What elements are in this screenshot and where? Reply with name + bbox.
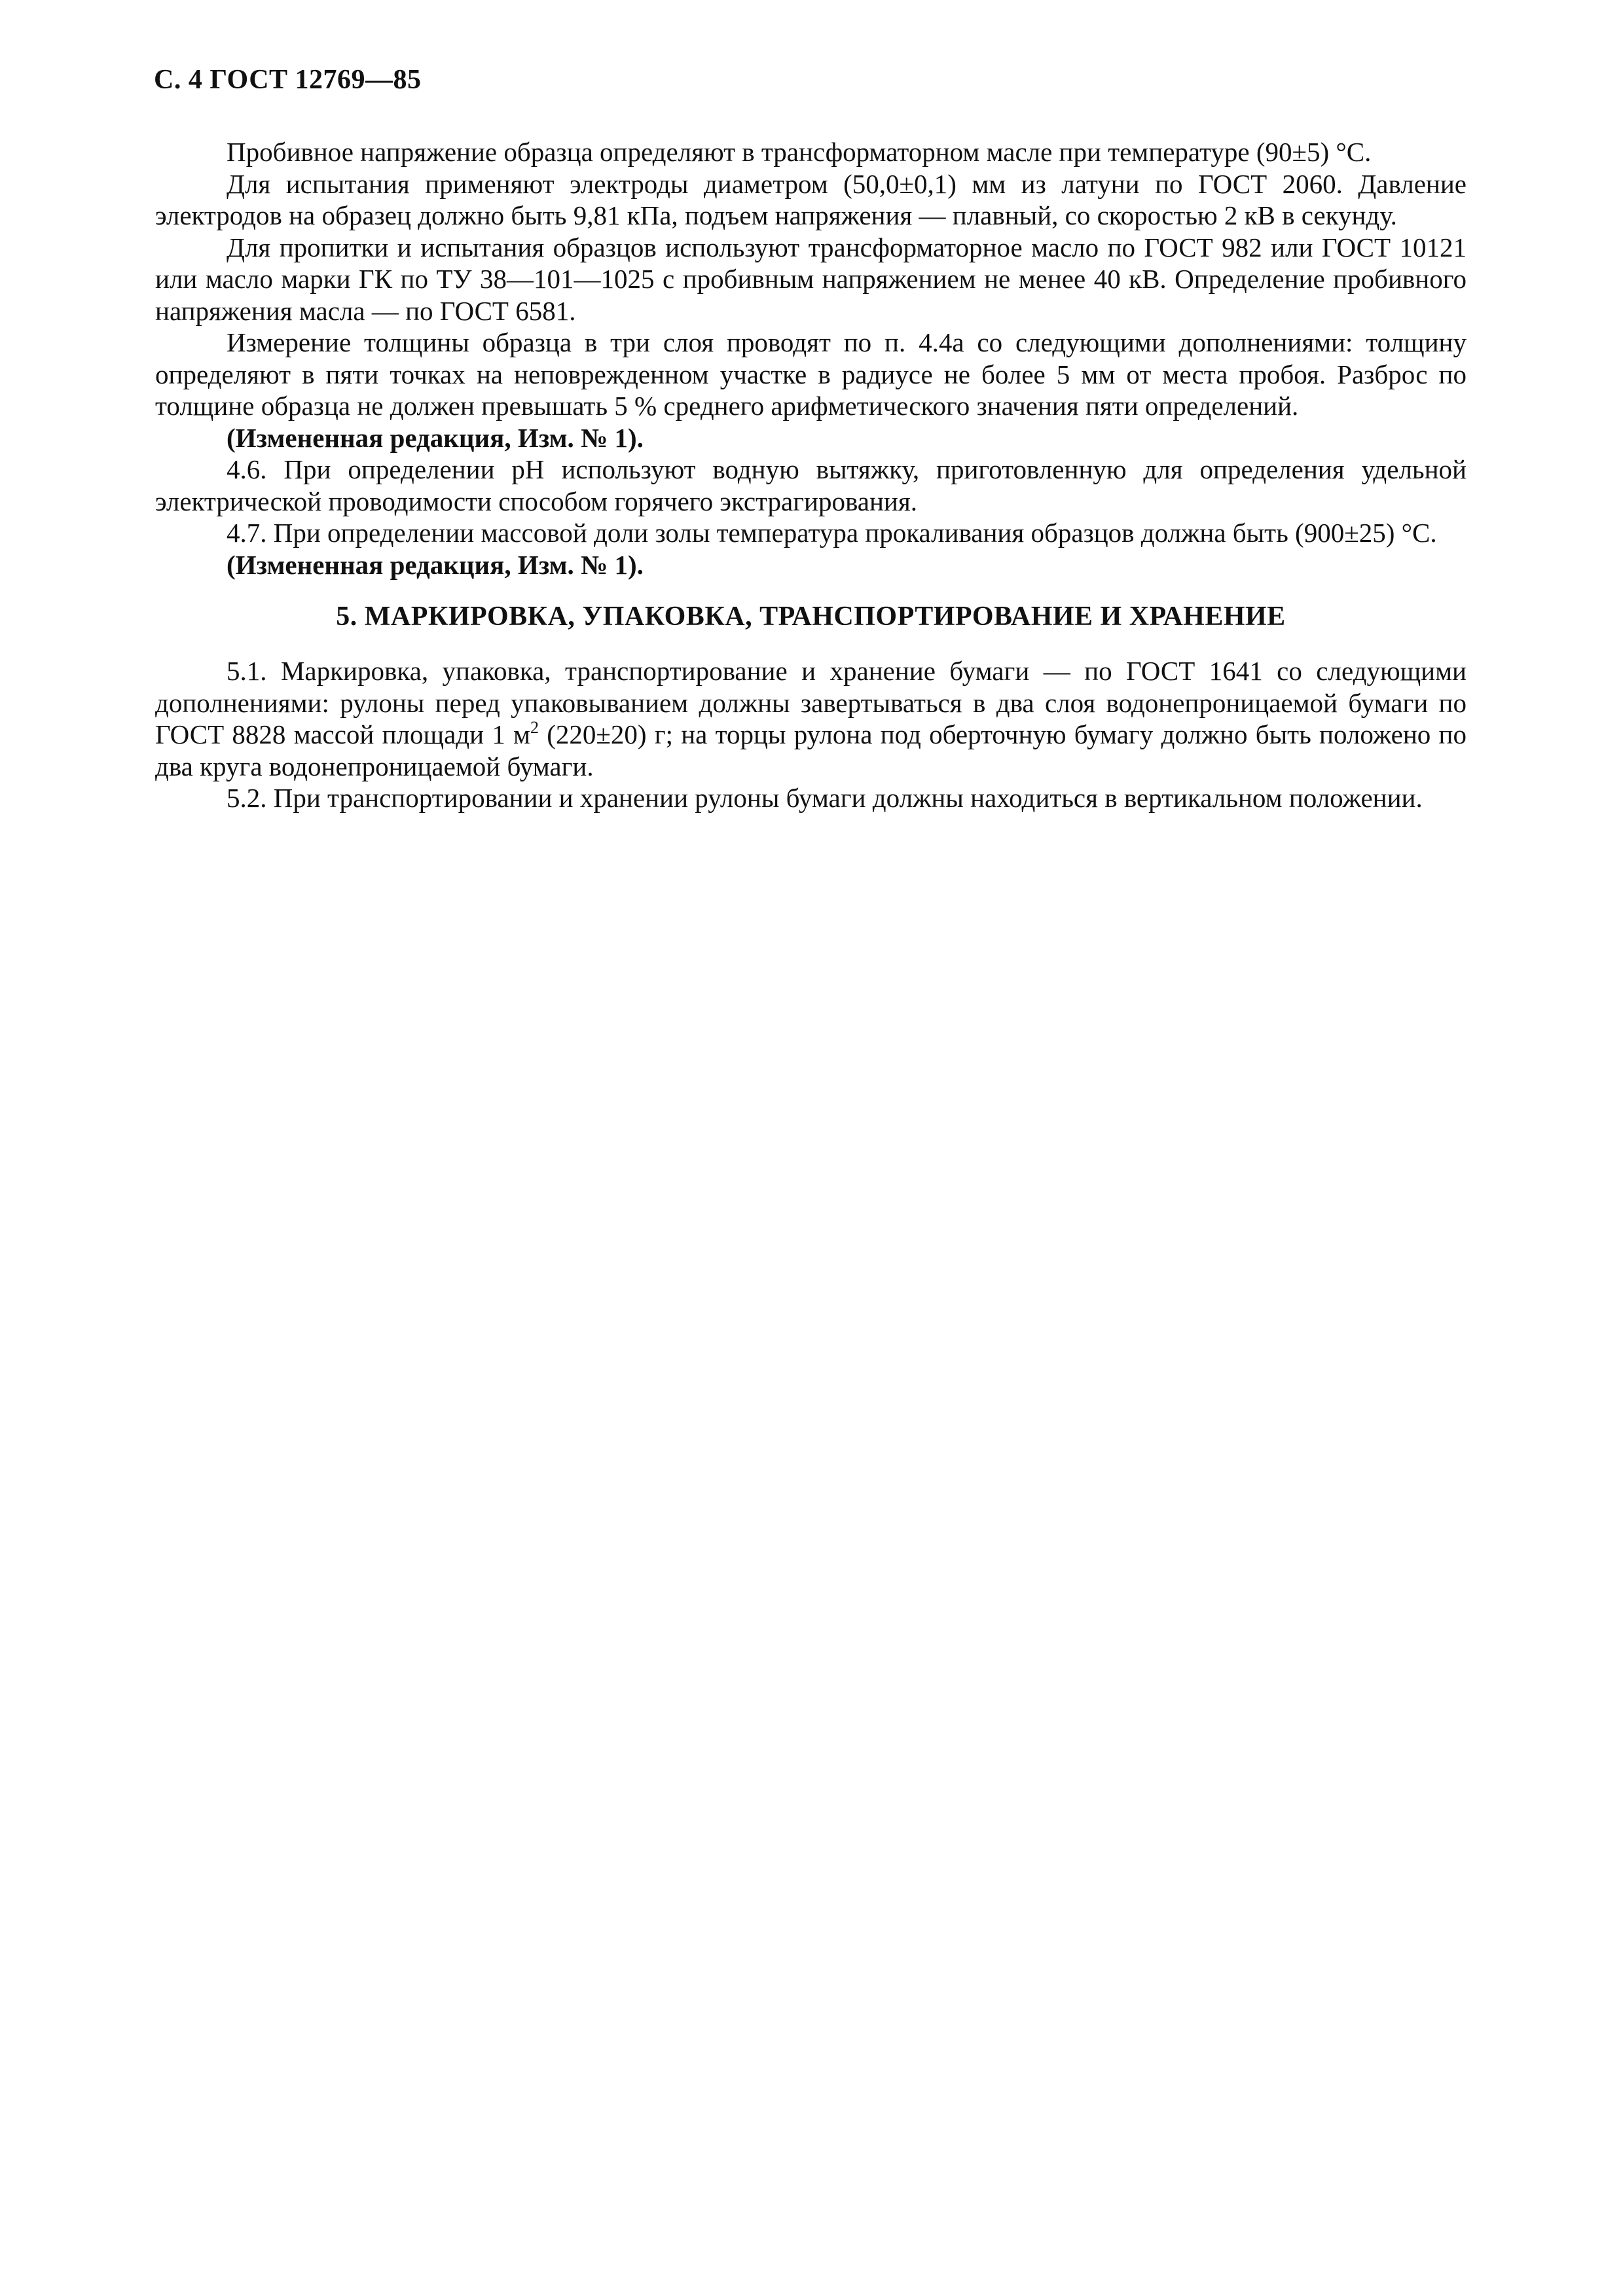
amendment-note: (Измененная редакция, Изм. № 1). bbox=[227, 549, 644, 580]
amendment-note: (Измененная редакция, Изм. № 1). bbox=[227, 422, 644, 453]
paragraph-5-1-text-cont: (220±20) г; на торцы рулона под оберточную бумагу должно быть положено по два круга водонепроницаемой бумаги. bbox=[155, 719, 1467, 781]
paragraph-4-7: 4.7. При определении массовой доли золы температура прокаливания образцов должна быть (900±25) °С. bbox=[227, 518, 1437, 548]
paragraph-thickness: Измерение толщины образца в три слоя проводят по п. 4.4а со следующими дополнениями: толщину определяют в пяти точках на неповрежденном участке в радиусе не более 5 мм от места пробоя. Разброс по толщине образца не должен превышать 5 % среднего арифметического значения пяти определений. bbox=[155, 327, 1467, 421]
section-heading: 5. МАРКИРОВКА, УПАКОВКА, ТРАНСПОРТИРОВАНИЕ И ХРАНЕНИЕ bbox=[336, 601, 1286, 632]
superscript: 2 bbox=[530, 718, 539, 737]
paragraph-electrodes: Для испытания применяют электроды диаметром (50,0±0,1) мм из латуни по ГОСТ 2060. Давление электродов на образец должно быть 9,81 кПа, подъем напряжения — плавный, со скоростью 2 кВ в секунду. bbox=[155, 168, 1467, 230]
paragraph-breakdown-voltage: Пробивное напряжение образца определяют в трансформаторном масле при температуре (90±5) °С. bbox=[227, 137, 1372, 167]
paragraph-5-2: 5.2. При транспортировании и хранении рулоны бумаги должны находиться в вертикальном положении. bbox=[227, 783, 1423, 813]
body-text bbox=[155, 136, 1467, 814]
paragraph-5-1-text: 5.1. Маркировка, упаковка, транспортирование и хранение бумаги — по ГОСТ 1641 со следующими дополнениями: рулоны перед упаковыванием должны завертываться в два слоя водонепроницаемой бумаги по ГОСТ 8828 массой площади 1 м bbox=[155, 656, 1467, 749]
paragraph-oil: Для пропитки и испытания образцов используют трансформаторное масло по ГОСТ 982 или ГОСТ 10121 или масло марки ГК по ТУ 38—101—1025 с пробивным напряжением не менее 40 кВ. Определение пробивного напряжения масла — по ГОСТ 6581. bbox=[155, 232, 1467, 326]
paragraph-5-1 bbox=[155, 655, 1467, 782]
paragraph-4-6: 4.6. При определении pH используют водную вытяжку, приготовленную для определения удельной электрической проводимости способом горячего экстрагирования. bbox=[155, 454, 1467, 516]
running-head: С. 4 ГОСТ 12769—85 bbox=[154, 65, 422, 95]
